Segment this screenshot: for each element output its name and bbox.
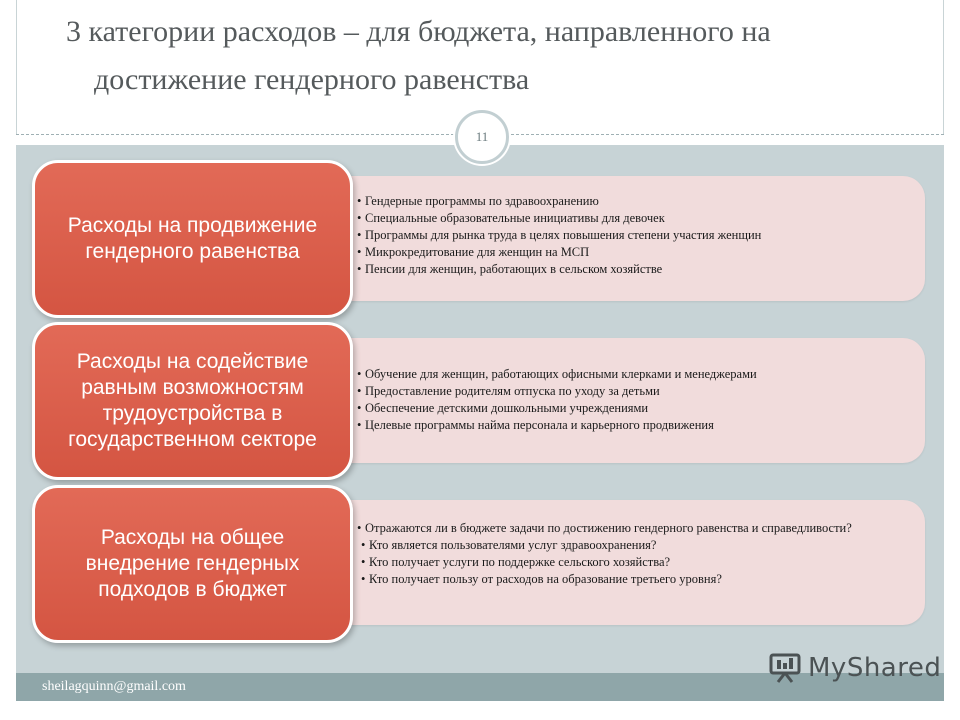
category-label: Расходы на содействие равным возможностям трудоустройства в государственном секторе bbox=[68, 350, 317, 451]
category-items-list bbox=[357, 366, 917, 434]
page-number: 11 bbox=[475, 129, 489, 144]
slide-title-line-2: достижение гендерного равенства bbox=[94, 63, 530, 96]
category-label: Расходы на продвижение гендерного равенства bbox=[67, 214, 318, 263]
category-items-list bbox=[357, 193, 917, 278]
frame-line-left bbox=[16, 0, 17, 135]
list-item: • Отражаются ли в бюджете задачи по достижению гендерного равенства и справедливости? bbox=[357, 520, 897, 537]
list-item: • Кто получает услуги по поддержке сельского хозяйства? bbox=[361, 554, 897, 571]
presentation-board-icon bbox=[768, 653, 802, 683]
list-item: • Микрокредитование для женщин на МСП bbox=[357, 244, 917, 261]
page-number-badge bbox=[455, 110, 509, 164]
list-item: • Кто получает пользу от расходов на образование третьего уровня? bbox=[361, 571, 897, 588]
watermark-logo bbox=[768, 653, 941, 683]
frame-line-right bbox=[943, 0, 944, 135]
category-card bbox=[32, 322, 353, 480]
category-items-list bbox=[357, 520, 897, 588]
list-item: • Программы для рынка труда в целях повышения степени участия женщин bbox=[357, 227, 917, 244]
footer-email: sheilagquinn@gmail.com bbox=[42, 679, 186, 694]
list-item: • Гендерные программы по здравоохранению bbox=[357, 193, 917, 210]
list-item: • Обеспечение детскими дошкольными учреждениями bbox=[357, 400, 917, 417]
list-item: • Специальные образовательные инициативы для девочек bbox=[357, 210, 917, 227]
list-item: • Пенсии для женщин, работающих в сельском хозяйстве bbox=[357, 261, 917, 278]
slide-title bbox=[66, 14, 926, 98]
watermark-text: MyShared bbox=[808, 653, 942, 683]
category-card bbox=[32, 485, 353, 643]
slide-title-line-1: 3 категории расходов – для бюджета, направленного на bbox=[66, 15, 771, 48]
list-item: • Кто является пользователями услуг здравоохранения? bbox=[361, 537, 897, 554]
list-item: • Целевые программы найма персонала и карьерного продвижения bbox=[357, 417, 917, 434]
list-item: • Обучение для женщин, работающих офисными клерками и менеджерами bbox=[357, 366, 917, 383]
list-item: • Предоставление родителям отпуска по уходу за детьми bbox=[357, 383, 917, 400]
category-card bbox=[32, 160, 353, 318]
category-label: Расходы на общее внедрение гендерных подходов в бюджет bbox=[85, 526, 300, 601]
